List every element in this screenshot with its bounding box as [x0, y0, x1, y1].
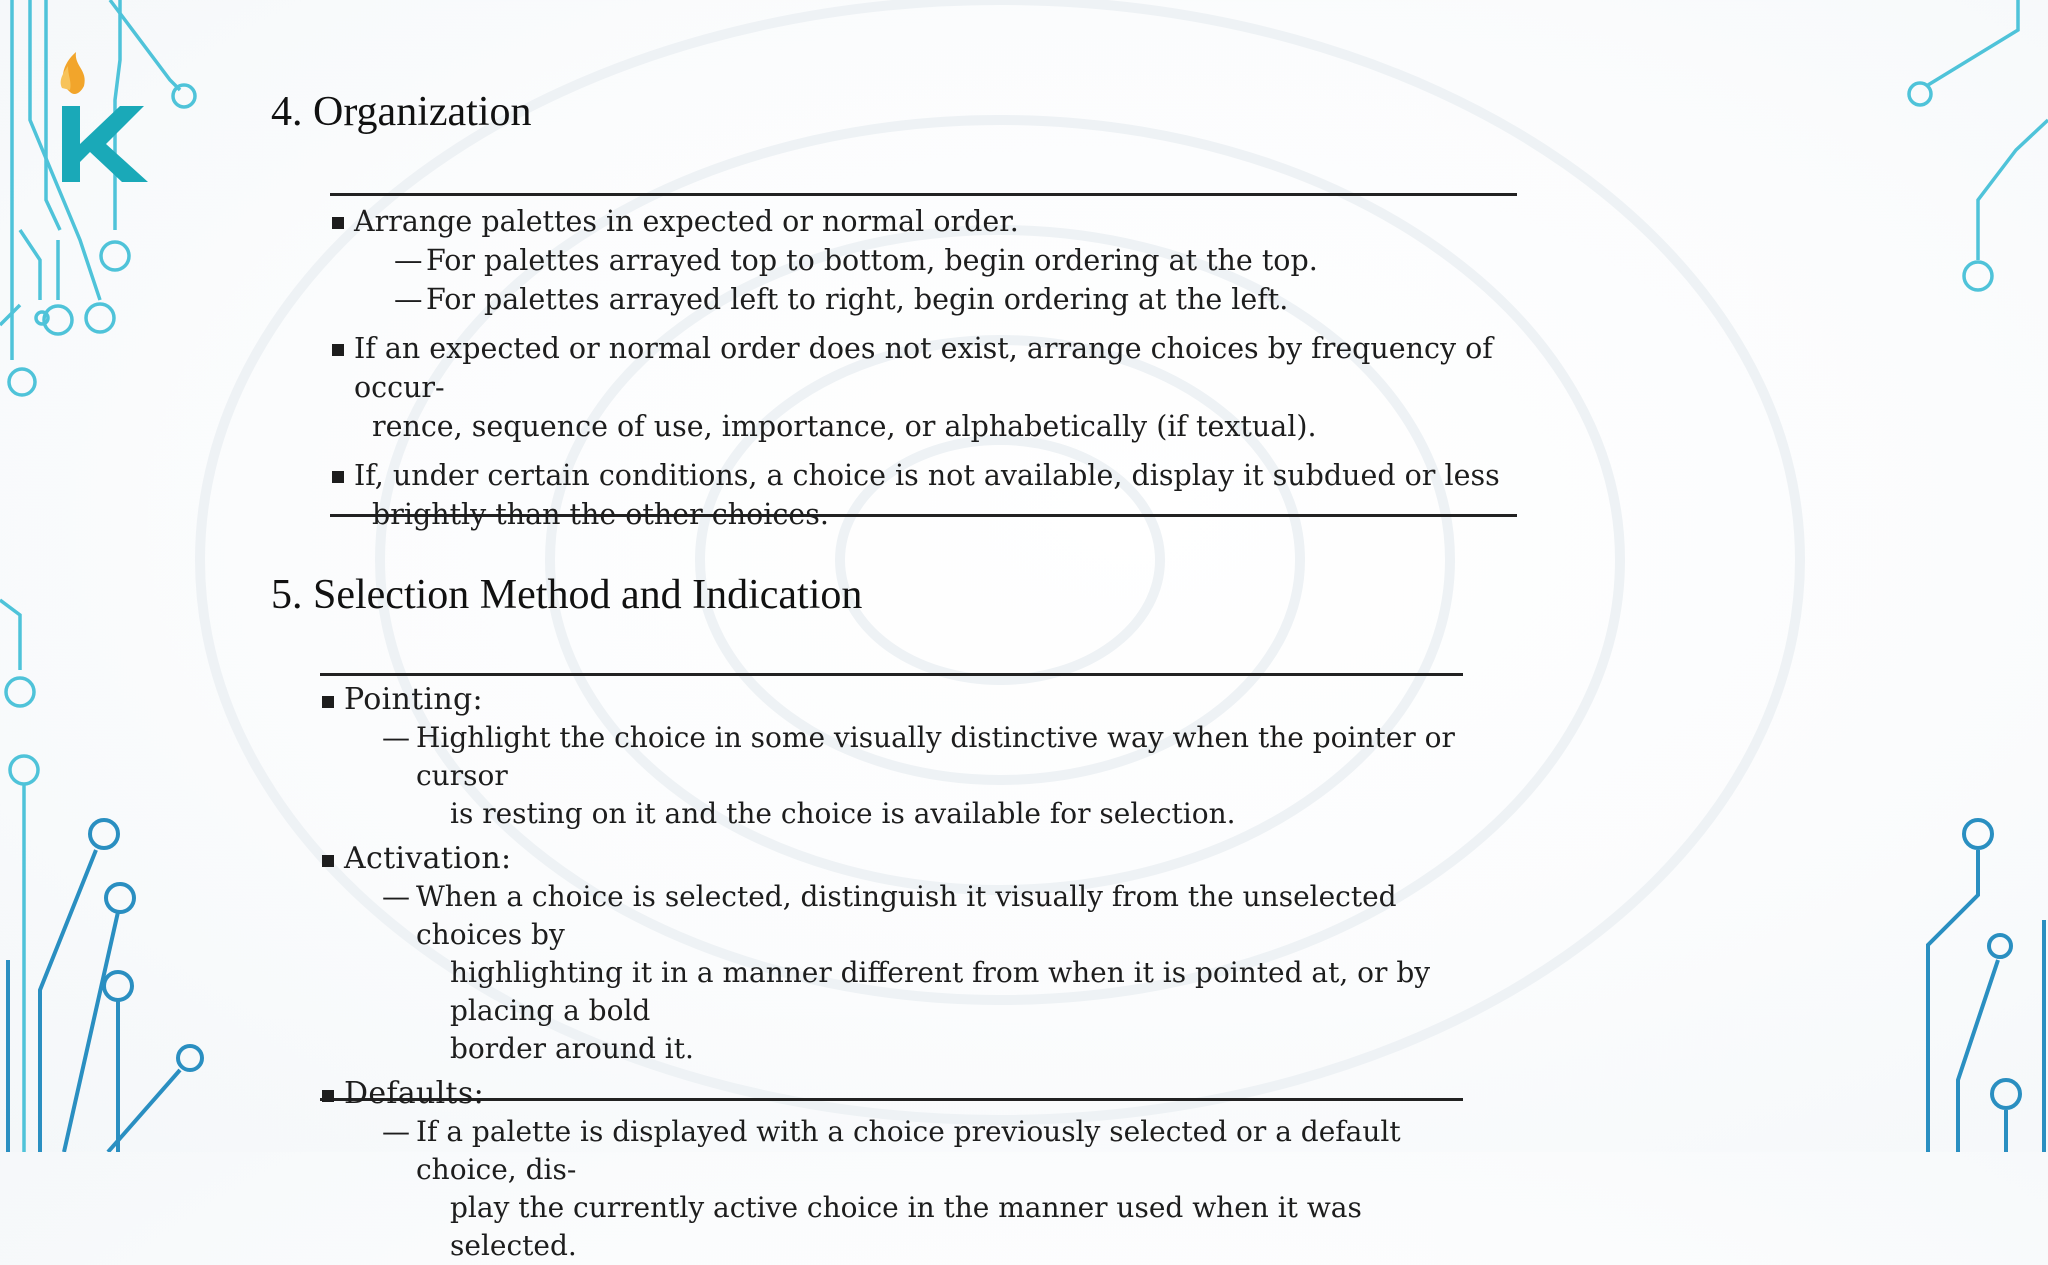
- logo-k-icon: [62, 106, 148, 182]
- list-item: [320, 681, 1463, 833]
- sub-item: [354, 280, 1517, 319]
- dash-marker: —: [382, 880, 410, 913]
- sub-item-text-line: border around it.: [450, 1032, 694, 1065]
- sub-item: [344, 878, 1463, 1068]
- square-bullet-icon: [332, 217, 344, 229]
- dash-marker: —: [382, 721, 410, 754]
- item-text: Arrange palettes in expected or normal order.: [354, 205, 1019, 238]
- item-text-line: brightly than the other choices.: [372, 498, 829, 531]
- square-bullet-icon: [322, 696, 334, 708]
- sub-item: [354, 241, 1517, 280]
- section-heading-organization: 4. Organization: [271, 89, 532, 135]
- item-text-line: If, under certain conditions, a choice is not available, display it subdued or less: [354, 459, 1500, 492]
- sub-item-text-line: When a choice is selected, distinguish it visually from the unselected choices by: [416, 880, 1397, 951]
- item-label: Activation:: [344, 841, 512, 876]
- brand-logo: [50, 44, 150, 194]
- item-text-line: If an expected or normal order does not exist, arrange choices by frequency of occur-: [354, 332, 1493, 404]
- circuit-decoration-right: [1848, 0, 2048, 1152]
- list-item: [320, 840, 1463, 1068]
- list-item: [330, 329, 1517, 446]
- list-item: [320, 1075, 1463, 1265]
- square-bullet-icon: [322, 855, 334, 867]
- square-bullet-icon: [322, 1090, 334, 1102]
- sub-item-text: For palettes arrayed top to bottom, begin ordering at the top.: [426, 244, 1318, 277]
- sub-item-text-line: highlighting it in a manner different from when it is pointed at, or by placing a bold: [450, 956, 1431, 1027]
- list-item: [330, 456, 1517, 534]
- item-text-line: rence, sequence of use, importance, or alphabetically (if textual).: [372, 410, 1317, 443]
- sub-item-text-line: Highlight the choice in some visually distinctive way when the pointer or cursor: [416, 721, 1455, 792]
- dash-marker: —: [394, 244, 423, 277]
- section-heading-selection-method: 5. Selection Method and Indication: [271, 572, 863, 618]
- sub-item-text-line: If a palette is displayed with a choice previously selected or a default choice, dis-: [416, 1115, 1401, 1186]
- sub-item: [344, 719, 1463, 833]
- square-bullet-icon: [332, 344, 344, 356]
- guidelines-box-organization: [330, 193, 1517, 531]
- sub-item-text-line: play the currently active choice in the manner used when it was selected.: [450, 1191, 1362, 1262]
- sub-item-text-line: is resting on it and the choice is available for selection.: [450, 797, 1236, 830]
- dash-marker: —: [382, 1115, 410, 1148]
- guidelines-box-selection: [320, 673, 1463, 1262]
- square-bullet-icon: [332, 471, 344, 483]
- sub-item: [344, 1113, 1463, 1265]
- sub-item-text: For palettes arrayed left to right, begin ordering at the left.: [426, 283, 1289, 316]
- dash-marker: —: [394, 283, 423, 316]
- list-item: [330, 202, 1517, 319]
- item-label: Pointing:: [344, 682, 483, 717]
- item-label: Defaults:: [344, 1076, 484, 1111]
